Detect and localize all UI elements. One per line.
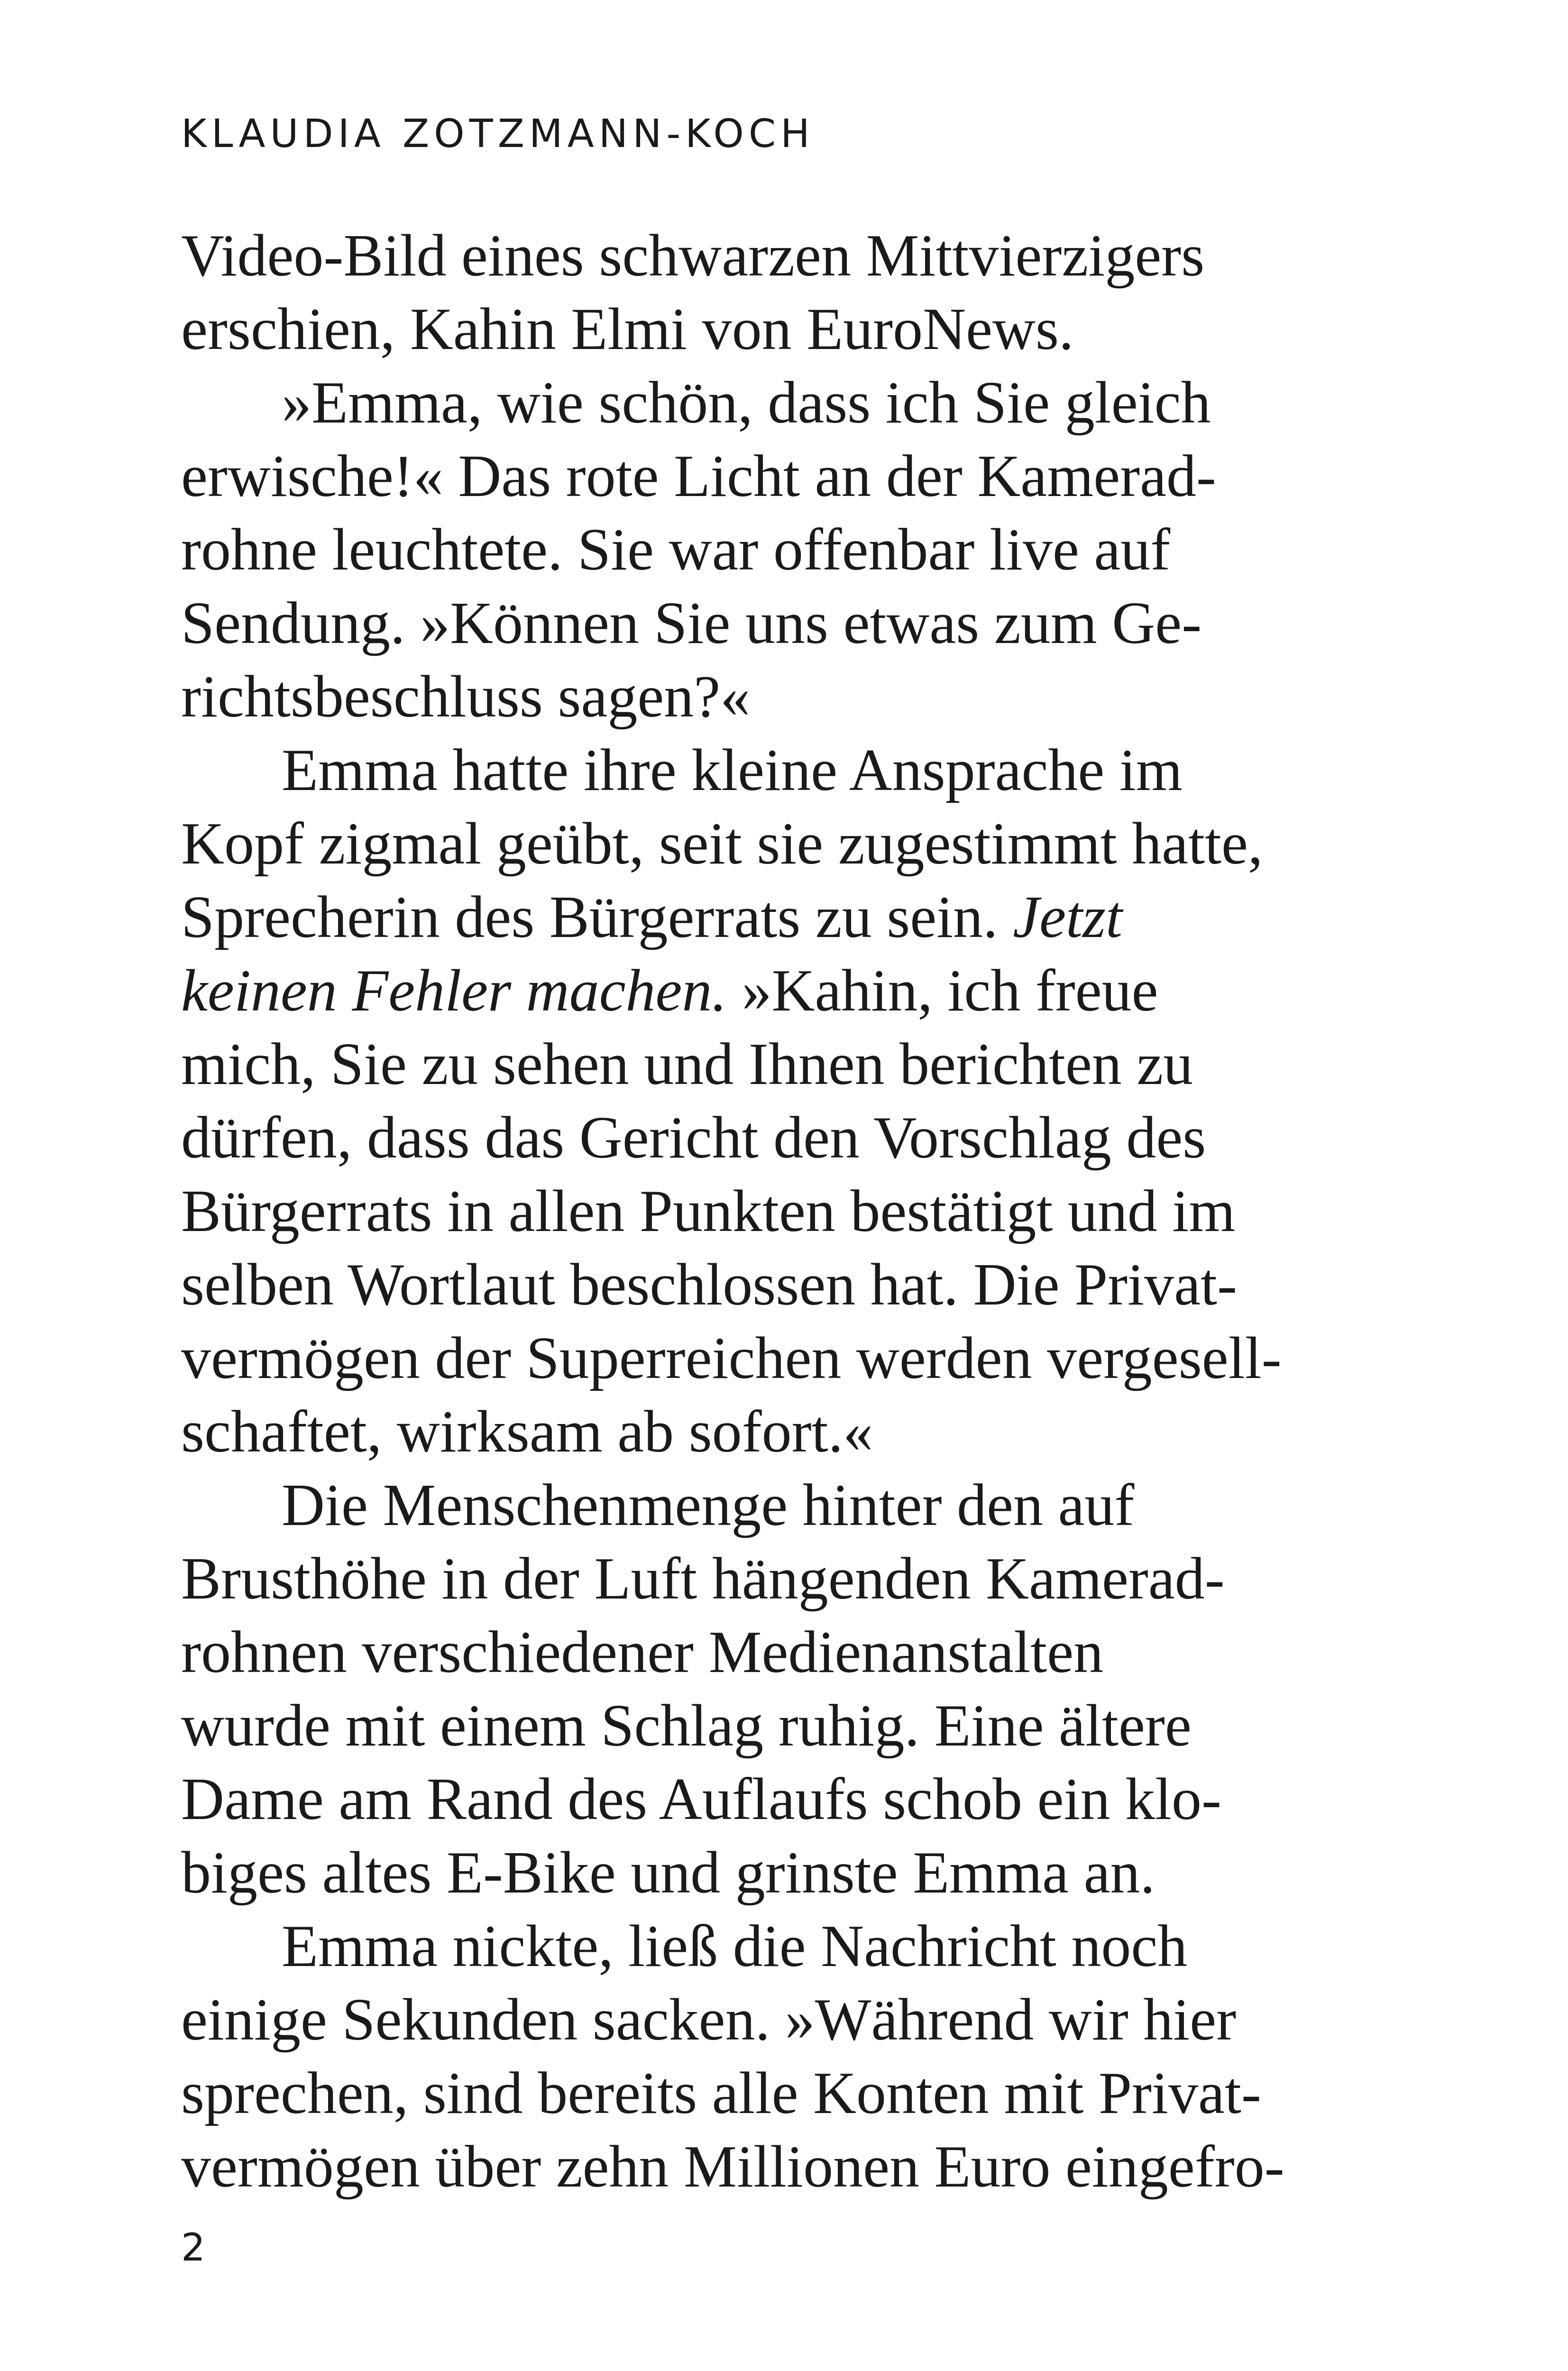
- text-line: einige Sekunden sacken. »Während wir hier: [181, 1987, 1237, 2053]
- text-line: Die Menschenmenge hinter den auf: [282, 1472, 1135, 1538]
- text-line: Kopf zigmal geübt, seit sie zugestimmt hatte,: [181, 811, 1263, 877]
- text-line: Brusthöhe in der Luft hängenden Kamerad-: [181, 1546, 1225, 1612]
- text-line: »Emma, wie schön, dass ich Sie gleich: [282, 370, 1211, 436]
- text-line: Bürgerrats in allen Punkten bestätigt und im: [181, 1178, 1236, 1244]
- text-line: mich, Sie zu sehen und Ihnen berichten zu: [181, 1031, 1193, 1097]
- text-line: Emma hatte ihre kleine Ansprache im: [282, 737, 1183, 803]
- text-line: Dame am Rand des Auflaufs schob ein klo-: [181, 1766, 1221, 1832]
- text-line: Sendung. »Können Sie uns etwas zum Ge-: [181, 590, 1202, 656]
- text-line: selben Wortlaut beschlossen hat. Die Privat-: [181, 1252, 1238, 1318]
- text-line: rohnen verschiedener Medienanstalten: [181, 1619, 1104, 1685]
- text-line: schaftet, wirksam ab sofort.«: [181, 1399, 873, 1465]
- page-number: 2: [181, 2225, 205, 2270]
- body-text: [181, 219, 1309, 2204]
- text-line: richtsbeschluss sagen?«: [181, 664, 751, 730]
- text-line: keinen Fehler machen. »Kahin, ich freue: [181, 958, 1158, 1024]
- italic-text: Jetzt: [1013, 884, 1123, 950]
- text-line: wurde mit einem Schlag ruhig. Eine ältere: [181, 1693, 1192, 1759]
- text-line: erschien, Kahin Elmi von EuroNews.: [181, 296, 1074, 362]
- text-line: biges altes E-Bike und grinste Emma an.: [181, 1840, 1155, 1906]
- italic-text: keinen Fehler machen.: [181, 958, 727, 1024]
- text-line: sprechen, sind bereits alle Konten mit Privat-: [181, 2060, 1261, 2126]
- text-line: Emma nickte, ließ die Nachricht noch: [282, 1913, 1188, 1979]
- text-line: Sprecherin des Bürgerrats zu sein. Jetzt: [181, 884, 1123, 950]
- text-line: rohne leuchtete. Sie war offenbar live auf: [181, 517, 1171, 583]
- text-line: erwische!« Das rote Licht an der Kamerad-: [181, 443, 1216, 509]
- text-line: dürfen, dass das Gericht den Vorschlag des: [181, 1105, 1206, 1171]
- text-line: vermögen über zehn Millionen Euro eingefro-: [181, 2134, 1284, 2200]
- running-head: KLAUDIA ZOTZMANN-KOCH: [181, 111, 815, 156]
- text-line: vermögen der Superreichen werden vergesell-: [181, 1325, 1282, 1391]
- text-line: Video-Bild eines schwarzen Mittvierzigers: [181, 223, 1205, 289]
